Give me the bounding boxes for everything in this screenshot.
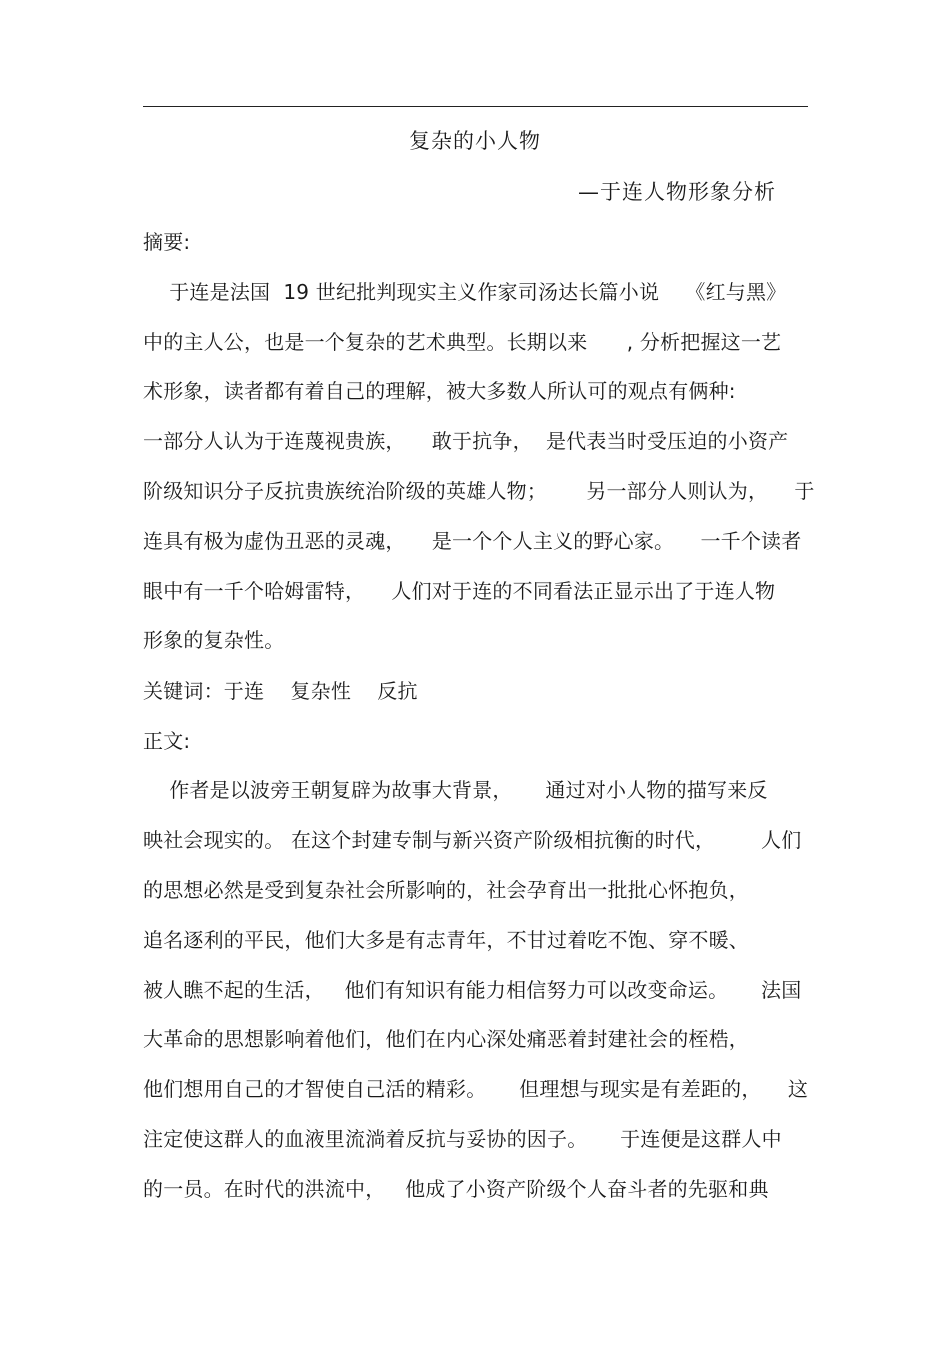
body-line: 的一员。在时代的洪流中， 他成了小资产阶级个人奋斗者的先驱和典 bbox=[143, 1177, 769, 1201]
abstract-line: 连具有极为虚伪丑恶的灵魂， 是一个个人主义的野心家。 一千个读者 bbox=[143, 529, 802, 553]
body-line: 大革命的思想影响着他们，他们在内心深处痛恶着封建社会的桎梏， bbox=[143, 1027, 749, 1051]
abstract-heading: 摘要: bbox=[143, 230, 191, 254]
keywords: 关键词：于连 复杂性 反抗 bbox=[143, 679, 418, 703]
abstract-line: 阶级知识分子反抗贵族统治阶级的英雄人物； 另一部分人则认为， 于 bbox=[143, 479, 815, 503]
body-heading: 正文: bbox=[143, 729, 191, 753]
abstract-line: 眼中有一千个哈姆雷特， 人们对于连的不同看法正显示出了于连人物 bbox=[143, 579, 776, 603]
body-line: 的思想必然是受到复杂社会所影响的，社会孕育出一批批心怀抱负， bbox=[143, 878, 749, 902]
abstract-line: 形象的复杂性。 bbox=[143, 628, 285, 652]
abstract-line: 术形象，读者都有着自己的理解，被大多数人所认可的观点有俩种: bbox=[143, 379, 736, 403]
top-rule bbox=[143, 106, 808, 107]
body-line: 他们想用自己的才智使自己活的精彩。 但理想与现实是有差距的， 这 bbox=[143, 1077, 809, 1101]
document-title: 复杂的小人物 bbox=[409, 129, 541, 153]
body-line: 作者是以波旁王朝复辟为故事大背景， 通过对小人物的描写来反 bbox=[143, 778, 768, 802]
document-subtitle: —于连人物形象分析 bbox=[578, 180, 776, 204]
body-line: 追名逐利的平民，他们大多是有志青年，不甘过着吃不饱、穿不暖、 bbox=[143, 928, 749, 952]
body-line: 注定使这群人的血液里流淌着反抗与妥协的因子。 于连便是这群人中 bbox=[143, 1127, 782, 1151]
body-line: 映社会现实的。 在这个封建专制与新兴资产阶级相抗衡的时代， 人们 bbox=[143, 828, 802, 852]
abstract-line: 于连是法国 19 世纪批判现实主义作家司汤达长篇小说 《红与黑》 bbox=[143, 280, 787, 304]
body-line: 被人瞧不起的生活， 他们有知识有能力相信努力可以改变命运。 法国 bbox=[143, 978, 802, 1002]
abstract-line: 中的主人公，也是一个复杂的艺术典型。长期以来 , 分析把握这一艺 bbox=[143, 330, 782, 354]
abstract-line: 一部分人认为于连蔑视贵族， 敢于抗争， 是代表当时受压迫的小资产 bbox=[143, 429, 789, 453]
